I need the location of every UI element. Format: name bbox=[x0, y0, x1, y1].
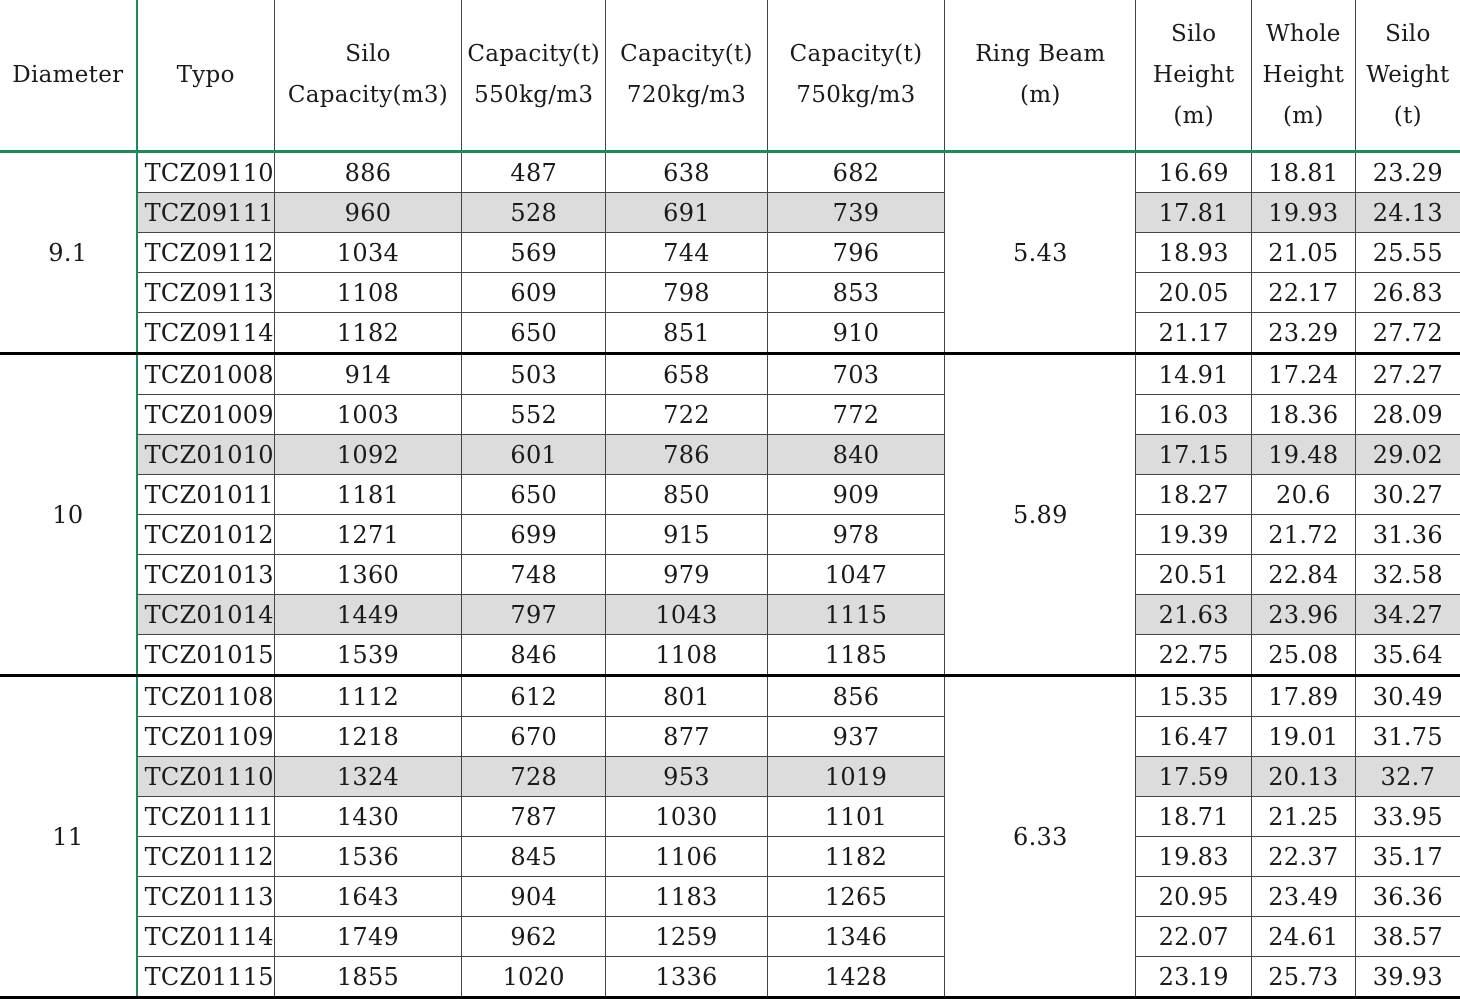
typo-cell: TCZ09110 bbox=[137, 152, 275, 193]
table-row bbox=[0, 635, 1460, 676]
capacity-550-cell: 845 bbox=[462, 837, 606, 877]
table-row bbox=[0, 152, 1460, 193]
typo-cell: TCZ01012 bbox=[137, 515, 275, 555]
whole-height-cell: 19.48 bbox=[1251, 435, 1355, 475]
capacity-750-cell: 1265 bbox=[767, 877, 944, 917]
silo-weight-cell: 30.49 bbox=[1355, 676, 1460, 717]
whole-height-cell: 25.08 bbox=[1251, 635, 1355, 676]
whole-height-cell: 17.89 bbox=[1251, 676, 1355, 717]
capacity-550-cell: 552 bbox=[462, 395, 606, 435]
typo-cell: TCZ01109 bbox=[137, 717, 275, 757]
capacity-750-cell: 840 bbox=[767, 435, 944, 475]
typo-cell: TCZ01011 bbox=[137, 475, 275, 515]
capacity-720-cell: 1336 bbox=[606, 957, 768, 998]
header-line: (t) bbox=[1393, 102, 1422, 129]
capacity-720-cell: 979 bbox=[606, 555, 768, 595]
table-row bbox=[0, 555, 1460, 595]
capacity-750-cell: 1346 bbox=[767, 917, 944, 957]
table-row bbox=[0, 757, 1460, 797]
header-line: 720kg/m3 bbox=[626, 82, 747, 108]
ring-beam-cell: 5.43 bbox=[945, 152, 1136, 354]
silo-height-cell: 22.07 bbox=[1136, 917, 1252, 957]
capacity-750-cell: 1115 bbox=[767, 595, 944, 635]
header-line: Height bbox=[1262, 61, 1345, 88]
typo-cell: TCZ01112 bbox=[137, 837, 275, 877]
capacity-550-cell: 962 bbox=[462, 917, 606, 957]
silo-weight-cell: 39.93 bbox=[1355, 957, 1460, 998]
capacity-550-cell: 609 bbox=[462, 273, 606, 313]
header-row bbox=[0, 0, 1460, 152]
silo-height-cell: 17.81 bbox=[1136, 193, 1252, 233]
whole-height-cell: 23.49 bbox=[1251, 877, 1355, 917]
header-line: (m) bbox=[1019, 82, 1061, 108]
capacity-720-cell: 798 bbox=[606, 273, 768, 313]
silo-weight-cell: 36.36 bbox=[1355, 877, 1460, 917]
header-line: Whole bbox=[1265, 20, 1341, 47]
silo-capacity-cell: 1108 bbox=[274, 273, 462, 313]
silo-height-cell: 19.39 bbox=[1136, 515, 1252, 555]
capacity-720-cell: 1106 bbox=[606, 837, 768, 877]
typo-cell: TCZ01115 bbox=[137, 957, 275, 998]
typo-cell: TCZ01014 bbox=[137, 595, 275, 635]
silo-weight-cell: 32.58 bbox=[1355, 555, 1460, 595]
whole-height-cell: 21.72 bbox=[1251, 515, 1355, 555]
capacity-720-cell: 1183 bbox=[606, 877, 768, 917]
silo-weight-cell: 26.83 bbox=[1355, 273, 1460, 313]
capacity-720-cell: 691 bbox=[606, 193, 768, 233]
silo-weight-cell: 27.27 bbox=[1355, 354, 1460, 395]
table-row bbox=[0, 837, 1460, 877]
capacity-750-cell: 910 bbox=[767, 313, 944, 354]
silo-height-cell: 20.51 bbox=[1136, 555, 1252, 595]
typo-cell: TCZ01108 bbox=[137, 676, 275, 717]
silo-weight-cell: 28.09 bbox=[1355, 395, 1460, 435]
table-row bbox=[0, 273, 1460, 313]
capacity-750-cell: 1101 bbox=[767, 797, 944, 837]
typo-cell: TCZ01110 bbox=[137, 757, 275, 797]
silo-capacity-cell: 1324 bbox=[274, 757, 462, 797]
capacity-720-cell: 850 bbox=[606, 475, 768, 515]
silo-weight-cell: 30.27 bbox=[1355, 475, 1460, 515]
header-line: (m) bbox=[1173, 102, 1215, 129]
table-row bbox=[0, 233, 1460, 273]
silo-height-cell: 18.27 bbox=[1136, 475, 1252, 515]
silo-capacity-cell: 1034 bbox=[274, 233, 462, 273]
capacity-720-cell: 1043 bbox=[606, 595, 768, 635]
typo-cell: TCZ09112 bbox=[137, 233, 275, 273]
diameter-cell: 10 bbox=[0, 354, 137, 676]
capacity-750-cell: 856 bbox=[767, 676, 944, 717]
capacity-750-cell: 1047 bbox=[767, 555, 944, 595]
silo-height-cell: 18.93 bbox=[1136, 233, 1252, 273]
silo-capacity-cell: 1536 bbox=[274, 837, 462, 877]
silo-weight-cell: 35.64 bbox=[1355, 635, 1460, 676]
silo-capacity-cell: 1360 bbox=[274, 555, 462, 595]
capacity-550-header bbox=[462, 0, 606, 152]
silo-weight-cell: 31.36 bbox=[1355, 515, 1460, 555]
header-line: Silo bbox=[1385, 20, 1431, 47]
capacity-550-cell: 528 bbox=[462, 193, 606, 233]
table-row bbox=[0, 193, 1460, 233]
header-line: Capacity(m3) bbox=[287, 82, 449, 108]
typo-header bbox=[137, 0, 275, 152]
table-row bbox=[0, 797, 1460, 837]
silo-height-cell: 19.83 bbox=[1136, 837, 1252, 877]
typo-cell: TCZ01015 bbox=[137, 635, 275, 676]
whole-height-header bbox=[1251, 0, 1355, 152]
header-line: Capacity(t) bbox=[620, 41, 753, 67]
silo-capacity-cell: 1112 bbox=[274, 676, 462, 717]
silo-capacity-cell: 1271 bbox=[274, 515, 462, 555]
silo-capacity-cell: 1003 bbox=[274, 395, 462, 435]
silo-height-cell: 16.03 bbox=[1136, 395, 1252, 435]
table-row bbox=[0, 515, 1460, 555]
whole-height-cell: 22.84 bbox=[1251, 555, 1355, 595]
whole-height-cell: 21.05 bbox=[1251, 233, 1355, 273]
silo-capacity-cell: 1539 bbox=[274, 635, 462, 676]
silo-height-cell: 20.95 bbox=[1136, 877, 1252, 917]
table-row bbox=[0, 957, 1460, 998]
silo-height-cell: 20.05 bbox=[1136, 273, 1252, 313]
capacity-750-cell: 1428 bbox=[767, 957, 944, 998]
capacity-750-cell: 739 bbox=[767, 193, 944, 233]
capacity-750-cell: 772 bbox=[767, 395, 944, 435]
whole-height-cell: 22.37 bbox=[1251, 837, 1355, 877]
capacity-750-cell: 909 bbox=[767, 475, 944, 515]
table-row bbox=[0, 435, 1460, 475]
diameter-cell: 9.1 bbox=[0, 152, 137, 354]
header-line: Weight bbox=[1366, 61, 1450, 88]
table-row bbox=[0, 717, 1460, 757]
header-line: (m) bbox=[1283, 102, 1324, 129]
table-body bbox=[0, 152, 1460, 998]
silo-height-cell: 16.69 bbox=[1136, 152, 1252, 193]
capacity-720-header bbox=[606, 0, 768, 152]
whole-height-cell: 21.25 bbox=[1251, 797, 1355, 837]
silo-weight-cell: 24.13 bbox=[1355, 193, 1460, 233]
silo-height-cell: 17.59 bbox=[1136, 757, 1252, 797]
typo-cell: TCZ01013 bbox=[137, 555, 275, 595]
capacity-550-cell: 612 bbox=[462, 676, 606, 717]
capacity-550-cell: 650 bbox=[462, 475, 606, 515]
table-row bbox=[0, 313, 1460, 354]
table-row bbox=[0, 676, 1460, 717]
header-line: Capacity(t) bbox=[467, 41, 601, 67]
silo-capacity-header bbox=[274, 0, 462, 152]
whole-height-cell: 25.73 bbox=[1251, 957, 1355, 998]
silo-capacity-cell: 914 bbox=[274, 354, 462, 395]
silo-weight-cell: 38.57 bbox=[1355, 917, 1460, 957]
capacity-550-cell: 699 bbox=[462, 515, 606, 555]
capacity-550-cell: 569 bbox=[462, 233, 606, 273]
whole-height-cell: 23.29 bbox=[1251, 313, 1355, 354]
whole-height-cell: 23.96 bbox=[1251, 595, 1355, 635]
capacity-550-cell: 904 bbox=[462, 877, 606, 917]
capacity-750-cell: 682 bbox=[767, 152, 944, 193]
silo-weight-cell: 27.72 bbox=[1355, 313, 1460, 354]
header-line: Silo bbox=[345, 41, 391, 67]
capacity-750-cell: 1182 bbox=[767, 837, 944, 877]
capacity-720-cell: 638 bbox=[606, 152, 768, 193]
capacity-720-cell: 801 bbox=[606, 676, 768, 717]
capacity-550-cell: 487 bbox=[462, 152, 606, 193]
silo-weight-header bbox=[1355, 0, 1460, 152]
capacity-550-cell: 787 bbox=[462, 797, 606, 837]
typo-cell: TCZ01114 bbox=[137, 917, 275, 957]
ring-beam-header bbox=[945, 0, 1136, 152]
silo-capacity-cell: 1181 bbox=[274, 475, 462, 515]
capacity-550-cell: 748 bbox=[462, 555, 606, 595]
silo-height-cell: 21.63 bbox=[1136, 595, 1252, 635]
typo-cell: TCZ09111 bbox=[137, 193, 275, 233]
typo-cell: TCZ01009 bbox=[137, 395, 275, 435]
capacity-720-cell: 744 bbox=[606, 233, 768, 273]
capacity-720-cell: 1108 bbox=[606, 635, 768, 676]
header-line: Ring Beam bbox=[975, 41, 1106, 67]
whole-height-cell: 17.24 bbox=[1251, 354, 1355, 395]
capacity-550-cell: 670 bbox=[462, 717, 606, 757]
silo-capacity-cell: 1855 bbox=[274, 957, 462, 998]
capacity-720-cell: 877 bbox=[606, 717, 768, 757]
silo-capacity-cell: 1449 bbox=[274, 595, 462, 635]
silo-capacity-cell: 1182 bbox=[274, 313, 462, 354]
typo-cell: TCZ01010 bbox=[137, 435, 275, 475]
table-row bbox=[0, 877, 1460, 917]
capacity-720-cell: 851 bbox=[606, 313, 768, 354]
capacity-550-cell: 846 bbox=[462, 635, 606, 676]
silo-height-cell: 22.75 bbox=[1136, 635, 1252, 676]
capacity-720-cell: 953 bbox=[606, 757, 768, 797]
header-line: 550kg/m3 bbox=[474, 82, 594, 108]
header-line: Height bbox=[1152, 61, 1235, 88]
silo-capacity-cell: 886 bbox=[274, 152, 462, 193]
whole-height-cell: 19.01 bbox=[1251, 717, 1355, 757]
silo-height-cell: 16.47 bbox=[1136, 717, 1252, 757]
capacity-750-cell: 796 bbox=[767, 233, 944, 273]
silo-weight-cell: 25.55 bbox=[1355, 233, 1460, 273]
capacity-750-cell: 1185 bbox=[767, 635, 944, 676]
silo-capacity-cell: 1218 bbox=[274, 717, 462, 757]
whole-height-cell: 18.81 bbox=[1251, 152, 1355, 193]
header-line: 750kg/m3 bbox=[796, 82, 916, 108]
table-row bbox=[0, 475, 1460, 515]
header-line: Silo bbox=[1170, 20, 1217, 47]
silo-height-cell: 15.35 bbox=[1136, 676, 1252, 717]
silo-capacity-cell: 1749 bbox=[274, 917, 462, 957]
capacity-750-cell: 978 bbox=[767, 515, 944, 555]
whole-height-cell: 20.13 bbox=[1251, 757, 1355, 797]
capacity-550-cell: 503 bbox=[462, 354, 606, 395]
capacity-720-cell: 786 bbox=[606, 435, 768, 475]
silo-height-cell: 14.91 bbox=[1136, 354, 1252, 395]
typo-cell: TCZ01111 bbox=[137, 797, 275, 837]
typo-cell: TCZ01008 bbox=[137, 354, 275, 395]
silo-height-cell: 17.15 bbox=[1136, 435, 1252, 475]
silo-weight-cell: 33.95 bbox=[1355, 797, 1460, 837]
silo-weight-cell: 32.7 bbox=[1355, 757, 1460, 797]
capacity-550-cell: 650 bbox=[462, 313, 606, 354]
typo-cell: TCZ09114 bbox=[137, 313, 275, 354]
silo-height-cell: 23.19 bbox=[1136, 957, 1252, 998]
header-line: Capacity(t) bbox=[789, 41, 923, 67]
capacity-720-cell: 1030 bbox=[606, 797, 768, 837]
silo-weight-cell: 31.75 bbox=[1355, 717, 1460, 757]
typo-cell: TCZ09113 bbox=[137, 273, 275, 313]
capacity-720-cell: 1259 bbox=[606, 917, 768, 957]
diameter-header bbox=[0, 0, 137, 152]
capacity-720-cell: 658 bbox=[606, 354, 768, 395]
capacity-550-cell: 728 bbox=[462, 757, 606, 797]
capacity-550-cell: 601 bbox=[462, 435, 606, 475]
table-row bbox=[0, 354, 1460, 395]
capacity-720-cell: 915 bbox=[606, 515, 768, 555]
whole-height-cell: 18.36 bbox=[1251, 395, 1355, 435]
capacity-750-header bbox=[767, 0, 944, 152]
silo-capacity-cell: 1092 bbox=[274, 435, 462, 475]
silo-capacity-cell: 960 bbox=[274, 193, 462, 233]
silo-capacity-cell: 1430 bbox=[274, 797, 462, 837]
capacity-750-cell: 1019 bbox=[767, 757, 944, 797]
capacity-750-cell: 853 bbox=[767, 273, 944, 313]
capacity-550-cell: 1020 bbox=[462, 957, 606, 998]
silo-weight-cell: 23.29 bbox=[1355, 152, 1460, 193]
silo-height-header bbox=[1136, 0, 1252, 152]
header-line: Typo bbox=[176, 61, 235, 88]
silo-height-cell: 21.17 bbox=[1136, 313, 1252, 354]
whole-height-cell: 22.17 bbox=[1251, 273, 1355, 313]
diameter-cell: 11 bbox=[0, 676, 137, 998]
ring-beam-cell: 6.33 bbox=[945, 676, 1136, 998]
capacity-750-cell: 703 bbox=[767, 354, 944, 395]
capacity-550-cell: 797 bbox=[462, 595, 606, 635]
silo-capacity-cell: 1643 bbox=[274, 877, 462, 917]
table-row bbox=[0, 917, 1460, 957]
typo-cell: TCZ01113 bbox=[137, 877, 275, 917]
silo-weight-cell: 34.27 bbox=[1355, 595, 1460, 635]
whole-height-cell: 24.61 bbox=[1251, 917, 1355, 957]
silo-weight-cell: 29.02 bbox=[1355, 435, 1460, 475]
header-line: Diameter bbox=[12, 61, 124, 88]
silo-height-cell: 18.71 bbox=[1136, 797, 1252, 837]
table-row bbox=[0, 395, 1460, 435]
capacity-720-cell: 722 bbox=[606, 395, 768, 435]
capacity-750-cell: 937 bbox=[767, 717, 944, 757]
silo-weight-cell: 35.17 bbox=[1355, 837, 1460, 877]
table-row bbox=[0, 595, 1460, 635]
whole-height-cell: 20.6 bbox=[1251, 475, 1355, 515]
ring-beam-cell: 5.89 bbox=[945, 354, 1136, 676]
whole-height-cell: 19.93 bbox=[1251, 193, 1355, 233]
